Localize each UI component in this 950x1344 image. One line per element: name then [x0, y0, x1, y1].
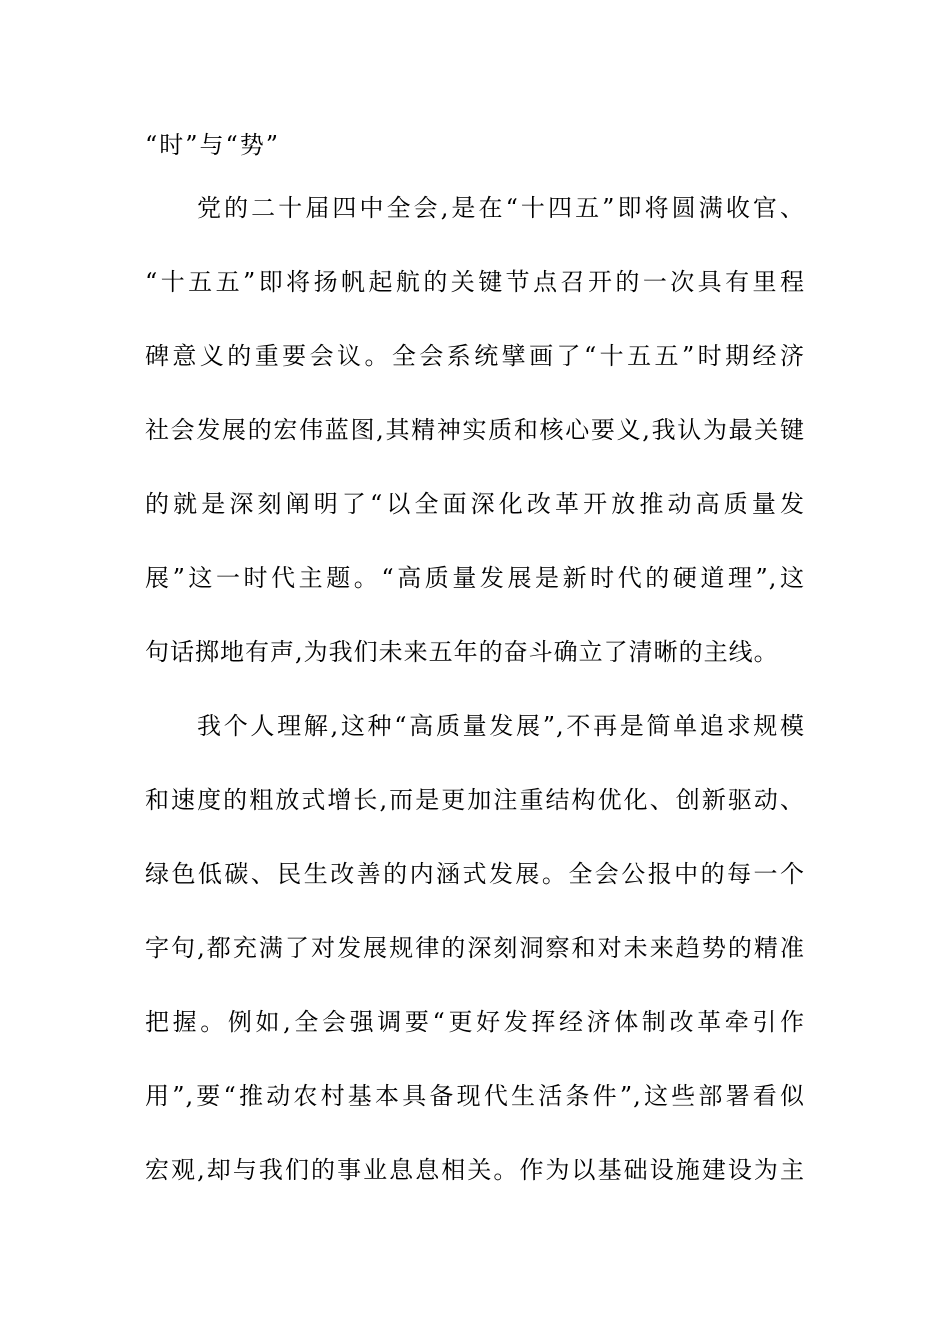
text-line: 用”,要“推动农村基本具备现代生活条件”,这些部署看似: [145, 1082, 805, 1110]
text-line: 句话掷地有声,为我们未来五年的奋斗确立了清晰的主线。: [145, 638, 779, 666]
text-line: 和速度的粗放式增长,而是更加注重结构优化、创新驱动、: [145, 786, 805, 814]
paragraph-1: [145, 171, 805, 689]
text-line: 把握。例如,全会强调要“更好发挥经济体制改革牵引作: [145, 1008, 805, 1036]
text-line: 碑意义的重要会议。全会系统擘画了“十五五”时期经济: [145, 342, 805, 370]
text-line: 绿色低碳、民生改善的内涵式发展。全会公报中的每一个: [145, 860, 805, 888]
paragraph-2: [145, 689, 805, 1207]
text-line: “十五五”即将扬帆起航的关键节点召开的一次具有里程: [145, 268, 805, 296]
text-line: 我个人理解,这种“高质量发展”,不再是简单追求规模: [197, 712, 805, 740]
section-heading: “时”与“势”: [145, 131, 281, 159]
text-line: 社会发展的宏伟蓝图,其精神实质和核心要义,我认为最关键: [145, 416, 805, 444]
text-line: 展”这一时代主题。“高质量发展是新时代的硬道理”,这: [145, 564, 805, 592]
document-body: [145, 171, 805, 1207]
text-line: 字句,都充满了对发展规律的深刻洞察和对未来趋势的精准: [145, 934, 805, 962]
text-line: 的就是深刻阐明了“以全面深化改革开放推动高质量发: [145, 490, 805, 518]
text-line: 党的二十届四中全会,是在“十四五”即将圆满收官、: [197, 194, 805, 222]
text-line: 宏观,却与我们的事业息息相关。作为以基础设施建设为主: [145, 1156, 805, 1184]
